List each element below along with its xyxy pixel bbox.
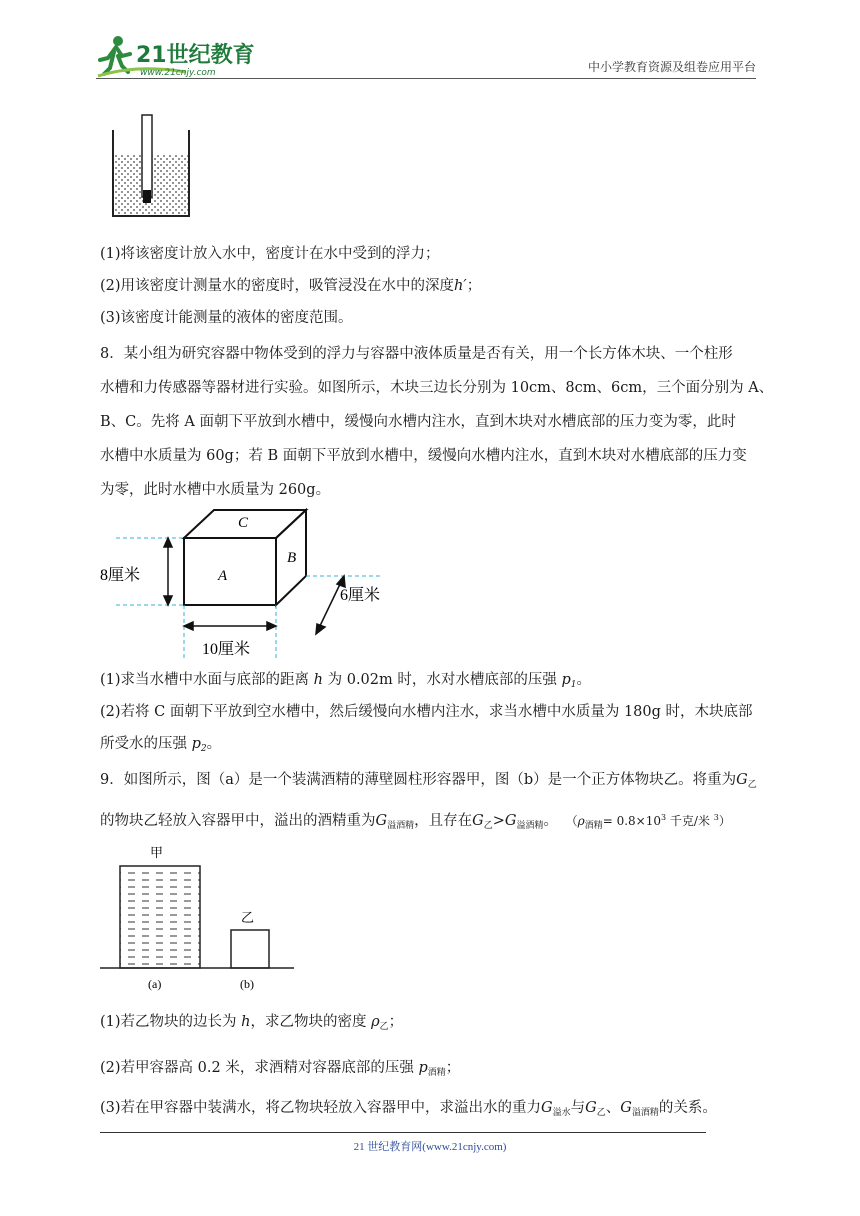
cube-yi-label: 乙	[241, 911, 255, 926]
face-c-label: C	[238, 515, 249, 531]
header-platform-text: 中小学教育资源及组卷应用平台	[587, 60, 756, 74]
height-label: 8厘米	[100, 567, 141, 584]
depth-label: 6厘米	[340, 587, 381, 604]
q7-subquestion-2: (2)用该密度计测量水的密度时，吸管浸没在水中的深度h′；	[100, 278, 482, 294]
q9-subquestion-3: (3)若在甲容器中装满水，将乙物块轻放入容器甲中，求溢出水的重力$G_{溢水}$与$G_乙$、$G_{溢酒精}$的关系。	[100, 1100, 717, 1118]
container-jia-label: 甲	[150, 846, 164, 861]
header-divider	[96, 78, 756, 79]
q8-subquestion-2-line-1: (2)若将 C 面朝下平放到空水槽中，然后缓慢向水槽内注水，求当水槽中水质量为 180g 时，木块底部	[100, 704, 753, 720]
q8-text-line-2: 水槽和力传感器等器材进行实验。如图所示，木块三边长分别为 10cm、8cm、6cm，三个面分别为 A、	[100, 380, 774, 396]
face-a-label: A	[218, 568, 228, 584]
wood-block-figure	[96, 500, 396, 662]
page-header	[96, 30, 756, 80]
q8-text-line-5: 为零，此时水槽中水质量为 260g。	[100, 482, 331, 498]
site-logo	[96, 34, 266, 78]
q9-text-line-1: 9．如图所示，图（a）是一个装满酒精的薄壁圆柱形容器甲，图（b）是一个正方体物块乙。将重为$G_乙$	[100, 772, 757, 790]
fig-b-label: (b)	[240, 977, 254, 991]
q8-text-line-4: 水槽中水质量为 60g；若 B 面朝下平放到水槽中，缓慢向水槽内注水，直到木块对水槽底部的压力变	[100, 448, 747, 464]
q8-text-line-1: 8．某小组为研究容器中物体受到的浮力与容器中液体质量是否有关，用一个长方体木块、一个柱形	[100, 346, 733, 362]
q7-subquestion-3: (3)该密度计能测量的液体的密度范围。	[100, 310, 353, 326]
q8-subquestion-1: (1)求当水槽中水面与底部的距离 h 为 0.02m 时，水对水槽底部的压强 $p_1$。	[100, 672, 592, 690]
container-cube-figure	[98, 842, 298, 994]
densimeter-figure	[108, 112, 198, 222]
q8-subquestion-2-line-2: 所受水的压强 $p_2$。	[100, 736, 222, 754]
q9-subquestion-1: (1)若乙物块的边长为 h，求乙物块的密度 $\rho_乙$；	[100, 1014, 404, 1032]
footer-text: 21 世纪教育网(www.21cnjy.com)	[353, 1141, 507, 1153]
q8-text-line-3: B、C。先将 A 面朝下平放到水槽中，缓慢向水槽内注水，直到木块对水槽底部的压力变为零，此时	[100, 414, 736, 430]
q9-text-line-2: 的物块乙轻放入容器甲中，溢出的酒精重为$G_{溢酒精}$，且存在$G_乙>G_{溢酒精}$。 （$\rho_{酒精}= 0.8\times 10^3$ 千克/米 $^3$）	[100, 813, 731, 831]
fig-a-label: (a)	[148, 977, 162, 991]
svg-text:www.21cnjy.com: www.21cnjy.com	[140, 68, 216, 78]
footer-divider	[100, 1132, 706, 1133]
face-b-label: B	[287, 550, 297, 566]
width-label: 10厘米	[202, 641, 251, 658]
q9-subquestion-2: (2)若甲容器高 0.2 米，求酒精对容器底部的压强 $p_{酒精}$；	[100, 1060, 461, 1078]
q7-subquestion-1: (1)将该密度计放入水中，密度计在水中受到的浮力；	[100, 246, 440, 262]
svg-text:21世纪教育: 21世纪教育	[136, 43, 255, 68]
